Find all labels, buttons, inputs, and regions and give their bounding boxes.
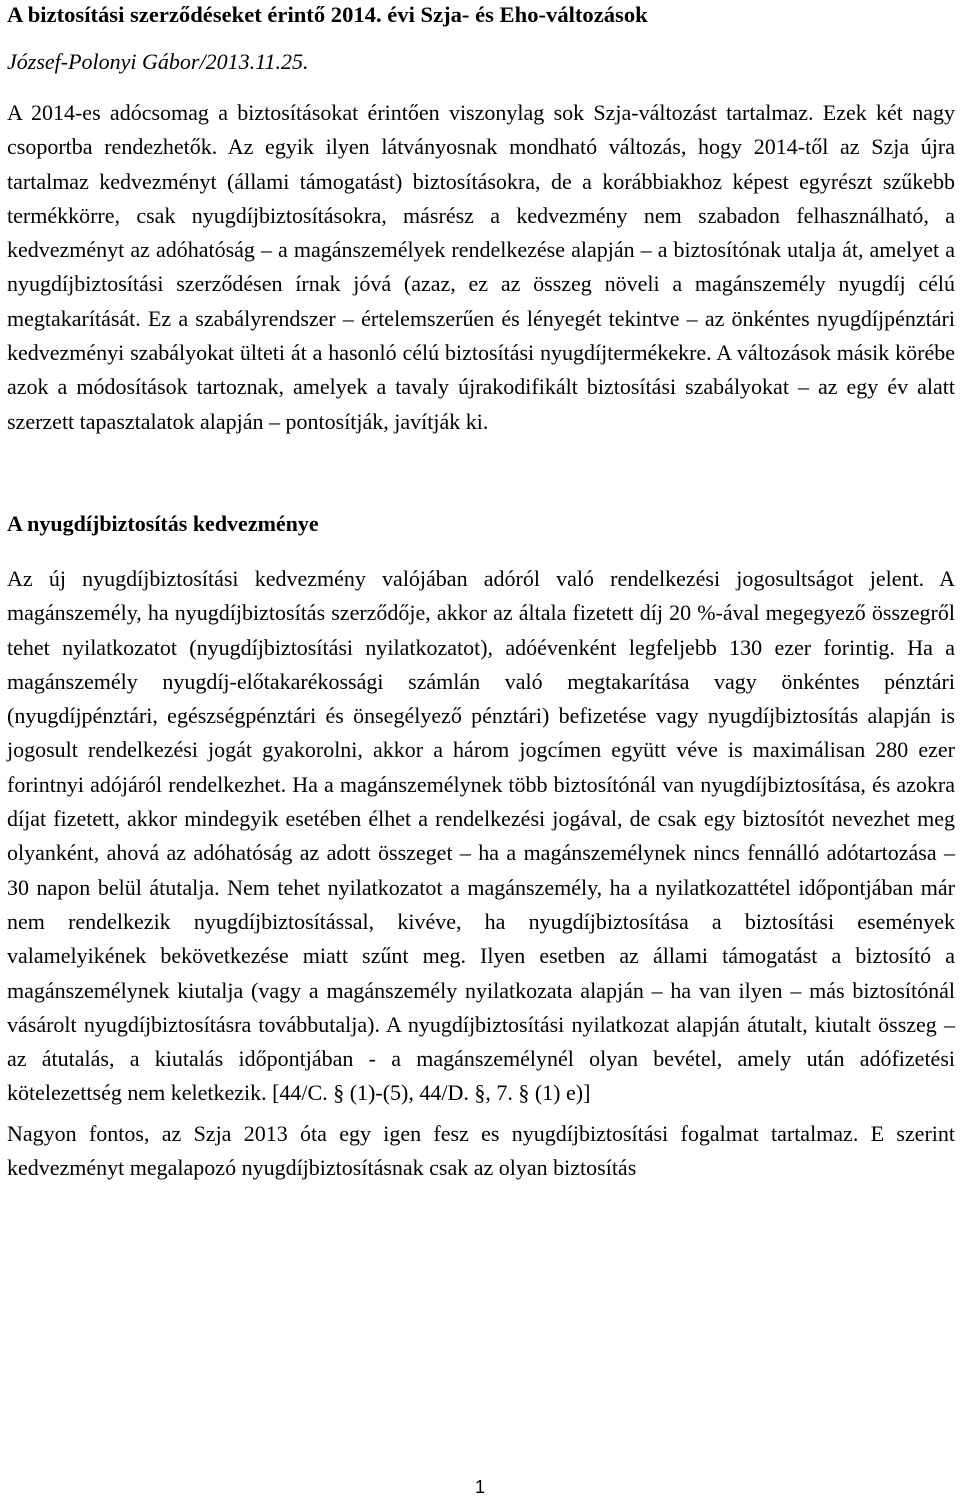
closing-paragraph: Nagyon fontos, az Szja 2013 óta egy igen fesz es nyugdíjbiztosítási fogalmat tartalmaz. E szerint kedvezményt megalapozó nyugdíjbiztosításnak csak az olyan biztosítás [7,1120,955,1181]
document-page [7,0,955,1185]
section-paragraph: Az új nyugdíjbiztosítási kedvezmény valójában adóról való rendelkezési jogosultságot jelent. A magánszemély, ha nyugdíjbiztosítás szerződője, akkor az általa fizetett díj 20 %-ával megegyező összegről tehet nyilatkozatot (nyugdíjbiztosítási nyilatkozatot), adóévenként legfeljebb 130 ezer forintig. Ha a magánszemély nyugdíj-előtakarékossági számlán való megtakarítása vagy önkéntes pénztári (nyugdíjpénztári, egészségpénztári és önsegélyező pénztári) befizetése vagy nyugdíjbiztosítás alapján is jogosult rendelkezési jogát gyakorolni, akkor a három jogcímen együtt véve is maximálisan 280 ezer forintnyi adójáról rendelkezhet. Ha a magánszemélynek több biztosítónál van nyugdíjbiztosítása, és azokra díjat fizetett, akkor mindegyik esetében élhet a rendelkezési jogával, de csak egy biztosítót nevezhet meg olyanként, ahová az adóhatóság az adott összeget – ha a magánszemélynek nincs fennálló adótartozása – 30 napon belül átutalja. Nem tehet nyilatkozatot a magánszemély, ha a nyilatkozattétel időpontjában már nem rendelkezik nyugdíjbiztosítással, kivéve, ha nyugdíjbiztosítása a biztosítási események valamelyikének bekövetkezése miatt szűnt meg. Ilyen esetben az állami támogatást a biztosító a magánszemélynek kiutalja (vagy a magánszemély nyilatkozata alapján – ha van ilyen – más biztosítónál vásárolt nyugdíjbiztosításra továbbutalja). A nyugdíjbiztosítási nyilatkozat alapján átutalt, kiutalt összeg – az átutalás, a kiutalás időpontjában - a magánszemélynél olyan bevétel, amely után adófizetési kötelezettség nem keletkezik. [44/C. § (1)-(5), 44/D. §, 7. § (1) e)] [7,565,955,1106]
section-heading: A nyugdíjbiztosítás kedvezménye [7,510,319,536]
author-date-byline: József-Polonyi Gábor/2013.11.25. [7,49,309,74]
page-number: 1 [474,1477,485,1497]
document-title: A biztosítási szerződéseket érintő 2014. évi Szja- és Eho-változások [7,2,648,27]
intro-paragraph: A 2014-es adócsomag a biztosításokat érintően viszonylag sok Szja-változást tartalmaz. Ezek két nagy csoportba rendezhetők. Az egyik ilyen látványosnak mondható változás, hogy 2014-től az Szja újra tartalmaz kedvezményt (állami támogatást) biztosításokra, de a korábbiakhoz képest egyrészt szűkebb termékkörre, csak nyugdíjbiztosításokra, másrész a kedvezmény nem szabadon felhasználható, a kedvezményt az adóhatóság – a magánszemélyek rendelkezése alapján – a biztosítónak utalja át, amelyet a nyugdíjbiztosítási szerződésen írnak jóvá (azaz, ez az összeg növeli a magánszemély nyugdíj célú megtakarítását. Ez a szabályrendszer – értelemszerűen és lényegét tekintve – az önkéntes nyugdíjpénztári kedvezményi szabályokat ülteti át a hasonló célú biztosítási nyugdíjtermékekre. A változások másik körébe azok a módosítások tartoznak, amelyek a tavaly újrakodifikált biztosítási szabályokat – az egy év alatt szerzett tapasztalatok alapján – pontosítják, javítják ki. [7,100,955,434]
